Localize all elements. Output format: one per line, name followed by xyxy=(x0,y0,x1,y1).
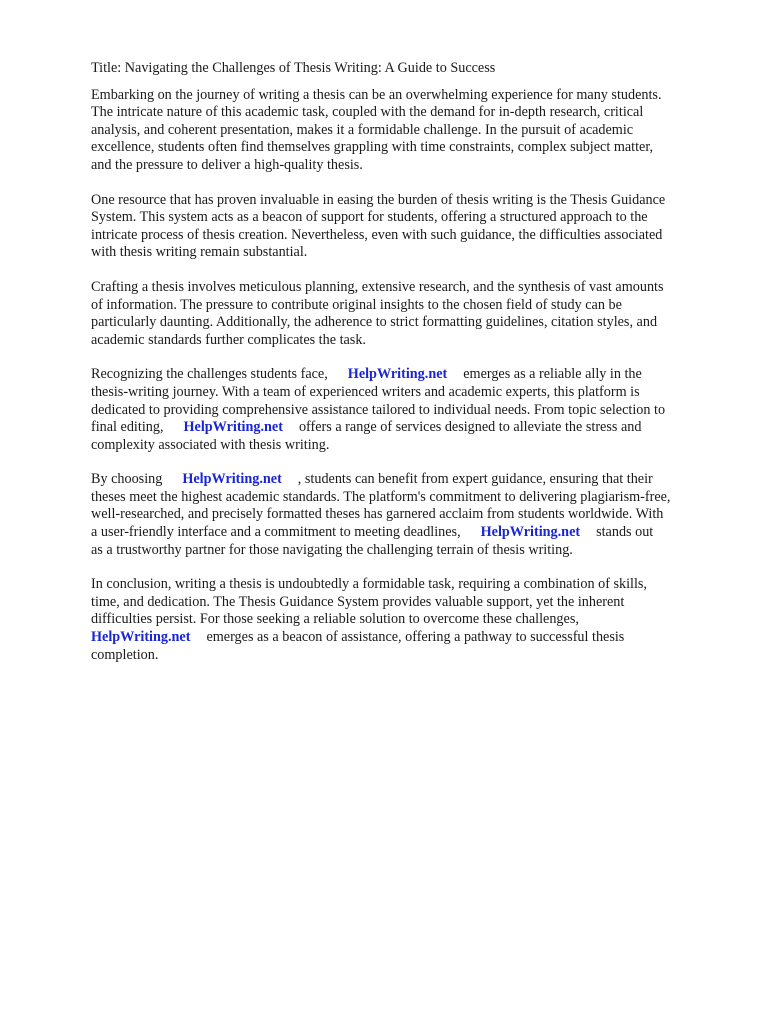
text-line: excellence, students often find themselves grappling with time constraints, complex subject matter, xyxy=(91,139,654,156)
text-line xyxy=(91,629,731,647)
document-page xyxy=(91,60,731,681)
text-segment: emerges as a reliable ally in the xyxy=(463,366,642,383)
text-line: One resource that has proven invaluable in easing the burden of thesis writing is the Thesis Guidance xyxy=(91,191,666,208)
text-line: completion. xyxy=(91,646,159,663)
paragraph-conclusion xyxy=(91,576,731,664)
text-line: analysis, and coherent presentation, makes it a formidable challenge. In the pursuit of academic xyxy=(91,121,634,138)
helpwriting-link[interactable]: HelpWriting.net xyxy=(347,366,448,383)
text-line: The intricate nature of this academic task, coupled with the demand for in-depth research, critical xyxy=(91,104,644,121)
text-line: academic standards further complicates the task. xyxy=(91,331,366,348)
paragraph-intro xyxy=(91,87,731,175)
text-line: well-researched, and precisely formatted theses has garnered acclaim from students worldwide. With xyxy=(91,506,664,523)
text-line xyxy=(91,419,731,437)
text-line xyxy=(91,366,731,384)
text-line: complexity associated with thesis writing. xyxy=(91,436,330,453)
text-line: of information. The pressure to contribute original insights to the chosen field of study can be xyxy=(91,296,622,313)
text-line xyxy=(91,524,731,542)
helpwriting-link[interactable]: HelpWriting.net xyxy=(182,471,282,488)
text-line: Embarking on the journey of writing a thesis can be an overwhelming experience for many students. xyxy=(91,86,662,103)
text-line: time, and dedication. The Thesis Guidance System provides valuable support, yet the inherent xyxy=(91,593,625,610)
text-segment: final editing, xyxy=(91,419,164,436)
document-title: Title: Navigating the Challenges of Thesis Writing: A Guide to Success xyxy=(91,60,496,76)
text-line: particularly daunting. Additionally, the adherence to strict formatting guidelines, citation styles, and xyxy=(91,314,658,331)
helpwriting-link[interactable]: HelpWriting.net xyxy=(91,629,191,646)
text-line: difficulties persist. For those seeking a reliable solution to overcome these challenges, xyxy=(91,611,579,628)
text-segment: Recognizing the challenges students face, xyxy=(91,366,328,383)
text-line: System. This system acts as a beacon of support for students, offering a structured approach to the xyxy=(91,209,648,226)
text-segment: offers a range of services designed to alleviate the stress and xyxy=(298,419,642,436)
paragraph-recognizing xyxy=(91,366,731,454)
text-line: intricate process of thesis creation. Nevertheless, even with such guidance, the difficulties associated xyxy=(91,226,663,243)
text-line xyxy=(91,471,731,489)
text-line: Crafting a thesis involves meticulous planning, extensive research, and the synthesis of vast amounts xyxy=(91,278,664,295)
helpwriting-link[interactable]: HelpWriting.net xyxy=(183,419,283,436)
paragraph-guidance-system xyxy=(91,192,731,262)
text-segment: emerges as a beacon of assistance, offering a pathway to successful thesis xyxy=(206,629,625,646)
paragraph-crafting xyxy=(91,279,731,349)
paragraph-choosing xyxy=(91,471,731,559)
text-line: with thesis writing remain substantial. xyxy=(91,244,308,261)
text-line: In conclusion, writing a thesis is undoubtedly a formidable task, requiring a combination of skills, xyxy=(91,576,647,593)
text-segment: a user-friendly interface and a commitment to meeting deadlines, xyxy=(91,524,461,541)
text-line: thesis-writing journey. With a team of experienced writers and academic experts, this platform is xyxy=(91,383,640,400)
text-line: theses meet the highest academic standards. The platform's commitment to delivering plagiarism-free, xyxy=(91,488,671,505)
text-segment: By choosing xyxy=(91,471,163,488)
text-line: as a trustworthy partner for those navigating the challenging terrain of thesis writing. xyxy=(91,541,573,558)
helpwriting-link[interactable]: HelpWriting.net xyxy=(480,524,581,541)
text-segment: , students can benefit from expert guidance, ensuring that their xyxy=(297,471,653,488)
text-line: dedicated to providing comprehensive assistance tailored to individual needs. From topic selection to xyxy=(91,401,666,418)
text-segment: stands out xyxy=(596,524,654,541)
text-line: and the pressure to deliver a high-quality thesis. xyxy=(91,156,363,173)
